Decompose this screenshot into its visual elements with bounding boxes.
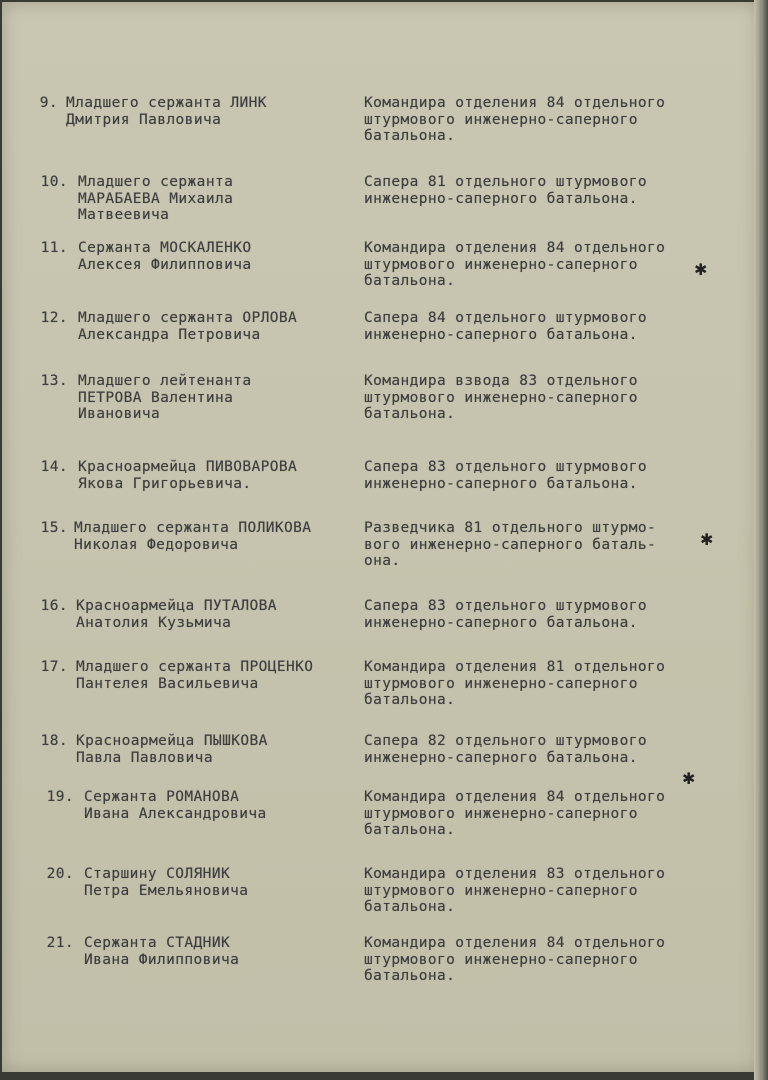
entry-person: Красноармейца ПУТАЛОВА Анатолия Кузьмича: [76, 598, 277, 631]
entry-number: 13.: [40, 373, 68, 389]
entry-position: Сапера 84 отдельного штурмового инженерно-саперного батальона.: [364, 310, 648, 343]
entry-number: 9.: [39, 95, 58, 111]
entry-number: 14.: [40, 459, 68, 475]
entry-person: Младшего сержанта ОРЛОВА Александра Петровича: [78, 310, 298, 343]
entry-position: Сапера 81 отдельного штурмового инженерно-саперного батальона.: [364, 174, 648, 207]
entry-person: Младшего сержанта ПРОЦЕНКО Пантелея Васильевича: [76, 659, 314, 692]
entry-number: 16.: [40, 598, 68, 614]
entry-person: Младшего сержанта ЛИНК Дмитрия Павловича: [66, 95, 267, 128]
entry-position: Командира взвода 83 отдельного штурмового инженерно-саперного батальона.: [364, 373, 638, 422]
document-page: [2, 2, 758, 1072]
ink-blot-mark: ✱: [694, 262, 708, 279]
entry-number: 17.: [40, 659, 68, 675]
entry-position: Командира отделения 84 отдельного штурмового инженерно-саперного батальона.: [364, 789, 666, 838]
entry-position: Командира отделения 83 отдельного штурмового инженерно-саперного батальона.: [364, 866, 666, 915]
entry-position: Сапера 82 отдельного штурмового инженерно-саперного батальона.: [364, 733, 648, 766]
entry-position: Командира отделения 84 отдельного штурмового инженерно-саперного батальона.: [364, 935, 666, 984]
ink-blot-mark: ✱: [682, 771, 696, 788]
entry-position: Командира отделения 84 отдельного штурмового инженерно-саперного батальона.: [364, 240, 666, 289]
entry-number: 19.: [46, 789, 74, 805]
entry-number: 18.: [40, 733, 68, 749]
entry-position: Сапера 83 отдельного штурмового инженерно-саперного батальона.: [364, 459, 648, 492]
page-edge-shadow: [754, 0, 768, 1080]
entry-number: 15.: [40, 520, 68, 536]
entry-number: 11.: [40, 240, 68, 256]
entry-position: Сапера 83 отдельного штурмового инженерно-саперного батальона.: [364, 598, 648, 631]
entry-position: Командира отделения 81 отдельного штурмового инженерно-саперного батальона.: [364, 659, 666, 708]
entry-person: Младшего лейтенанта ПЕТРОВА Валентина Ивановича: [78, 373, 252, 422]
entry-person: Красноармейца ПЫШКОВА Павла Павловича: [76, 733, 268, 766]
entry-number: 10.: [40, 174, 68, 190]
ink-blot-mark: ✱: [700, 532, 714, 549]
entry-person: Красноармейца ПИВОВАРОВА Якова Григорьевича.: [78, 459, 298, 492]
entry-person: Сержанта МОСКАЛЕНКО Алексея Филипповича: [78, 240, 252, 273]
entry-person: Сержанта РОМАНОВА Ивана Александровича: [84, 789, 267, 822]
entry-number: 20.: [46, 866, 74, 882]
entry-person: Старшину СОЛЯНИК Петра Емельяновича: [84, 866, 249, 899]
entry-number: 12.: [40, 310, 68, 326]
entry-person: Младшего сержанта МАРАБАЕВА Михаила Матвеевича: [78, 174, 234, 223]
entry-position: Командира отделения 84 отдельного штурмового инженерно-саперного батальона.: [364, 95, 666, 144]
entry-number: 21.: [46, 935, 74, 951]
entry-person: Младшего сержанта ПОЛИКОВА Николая Федоровича: [74, 520, 312, 553]
entry-position: Разведчика 81 отдельного штурмо- вого инженерно-саперного баталь- она.: [364, 520, 657, 569]
entry-person: Сержанта СТАДНИК Ивана Филипповича: [84, 935, 240, 968]
